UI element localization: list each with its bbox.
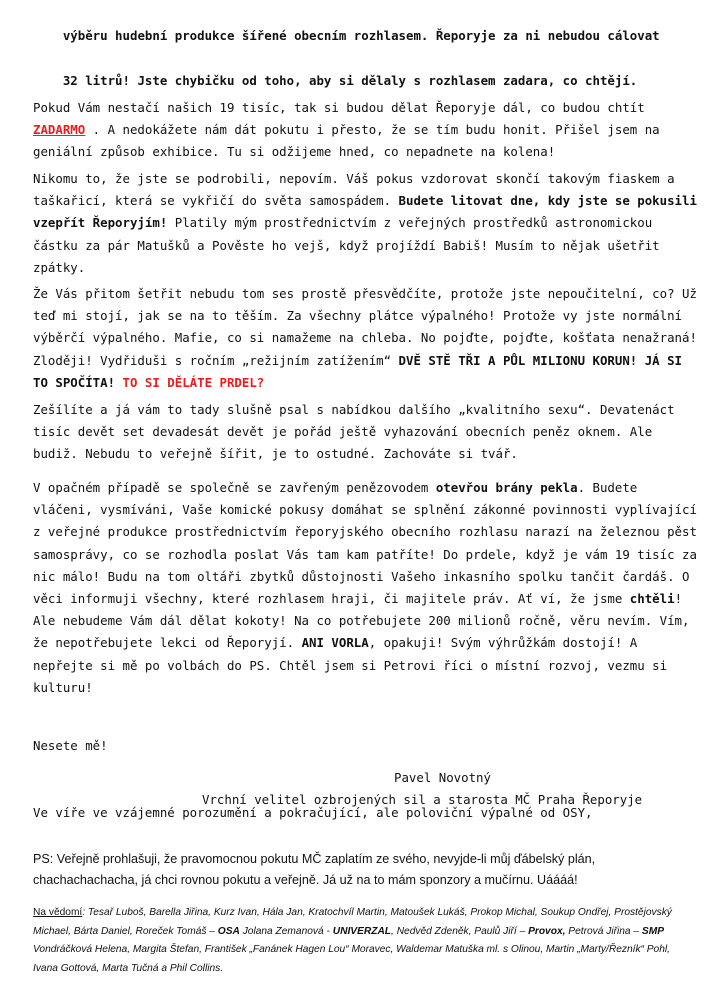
cc-text-b: Jolana Zemanová -: [239, 925, 333, 937]
closing-line-1: Nesete mě!: [33, 738, 108, 754]
closing-line-2: Ve víře ve vzájemné porozumění a pokračující, ale poloviční výpalné od OSY,: [33, 805, 593, 821]
paragraph-2-text-a: Nikomu to, že jste se podrobili, nepovím. Váš pokus vzdorovat skončí takovým fiaskem a taškařicí, která se vykřičí do světa samospádem.: [33, 171, 683, 209]
cc-label: Na vědomí: [33, 907, 83, 918]
paragraph-5-text-d: , opakuji! Svým výhrůžkám dostojí! A nepřejte si mě po volbách do PS. Chtěl jsem si Petrovi říci o místní rozvoj, vezmu si kulturu!: [33, 635, 675, 695]
paragraph-3-bold: DVĚ STĚ TŘI A PŮL MILIONU KORUN! JÁ SI TO SPOČÍTA!: [33, 352, 690, 390]
signature-name: Pavel Novotný: [394, 770, 491, 785]
cc-univerzal: UNIVERZAL: [332, 925, 392, 937]
intro-line-2: 32 litrů! Jste chybičku od toho, aby si dělaly s rozhlasem zadara, co chtějí.: [62, 72, 638, 88]
paragraph-2-bold: Budete litovat dne, kdy jste se pokusili vzepřít Řeporyjím!: [33, 193, 705, 231]
paragraph-2-text-b: Platily mým prostřednictvím z veřejných prostředků astronomickou částku za pár Matušků a Pověste ho vejš, když projíždí Babiš! Musím to nějak ušetřit zpátky.: [33, 215, 668, 275]
closing: [33, 691, 703, 869]
cc-text-a: : Tesař Luboš, Barella Jiřina, Kurz Ivan, Hála Jan, Kratochvíl Martin, Matoušek Lukáš, Prokop Michal, Soukup Ondřej, Prostějovský Michael, Bárta Daniel, Roreček Tomáš –: [33, 907, 672, 937]
paragraph-3: [33, 283, 703, 394]
cc-text-e: Vondráčková Helena, Margita Štefan, František „Fanánek Hagen Lou“ Moravec, Waldemar Matuška ml. s Olinou, Martin „Marty/Řezník“ Pohl, Ivana Gottová, Marta Tučná a Phil Collins.: [33, 944, 670, 974]
paragraph-5-text-c: ! Ale nebudeme Vám dál dělat kokoty! Na co potřebujete 200 milionů ročně, věru nevím. Vím, že nepotřebujete lekci od Řeporyjí.: [33, 591, 697, 651]
paragraph-5-bold-3: ANI VORLA: [301, 635, 369, 651]
postscript: PS: Veřejně prohlašuji, že pravomocnou pokutu MČ zaplatím ze svého, nevyjde-li můj ďábelský plán, chachachachacha, já chci rovnou pokutu a veřejně. Já už na to mám sponzory a mučírnu. Uáááá!: [33, 852, 596, 887]
cc-provox: Provox,: [528, 925, 566, 937]
cc-osa: OSA: [217, 925, 240, 937]
paragraph-3-text-a: Že Vás přitom šetřit nebudu tom ses prostě přesvědčíte, protože jste nepoučitelní, co? Už teď mi stojí, jak se na to těším. Za všechny plátce výpalného! Protože vy jste normální výběrčí výpalného. Mafie, co si namažeme na chleba. No pojďte, pojďte, košťata nenažraná! Zloději! Vydřiduši s ročním „režijním zatížením“: [33, 286, 705, 368]
cc-smp: SMP: [641, 925, 664, 937]
signature-title: Vrchní velitel ozbrojených sil a starosta MČ Praha Řeporyje: [202, 792, 643, 807]
paragraph-5-bold-1: otevřou brány pekla: [435, 480, 578, 495]
paragraph-5: [33, 477, 703, 699]
paragraph-3-red: TO SI DĚLÁTE PRDEL?: [115, 374, 265, 390]
intro-line-1: výběru hudební produkce šířené obecním rozhlasem. Řeporyje za ni nebudou cálovat: [62, 28, 660, 44]
zadarmo-highlight: ZADARMO: [33, 122, 86, 138]
paragraph-1-text-b: . A nedokážete nám dát pokutu i přesto, že se tím budu honit. Přišel jsem na geniální způsob exhibice. Tu si odžijeme hned, co nepadnete na kolena!: [33, 122, 668, 160]
paragraph-4: Zešílíte a já vám to tady slušně psal s nabídkou dalšího „kvalitního sexu“. Devatenáct tisíc devět set devadesát devět je pořád ještě vyhazování obecních peněz oknem. Ale budiž. Nebudu to veřejně šířit, je to ostudné. Zachováte si tvář.: [33, 402, 683, 462]
paragraph-5-text-b: . Budete vláčeni, vysmíváni, Vaše komické pokusy domáhat se splnění zákonné povinnosti vyplívající z veřejné produkce prostřednictvím řeporyjského obecního rozhlasu narazí na železnou pěst samosprávy, co se rozhodla poslat Vás tam kam patříte! Do prdele, když je vám 19 tisíc za nic málo! Budu na tom oltáři zbytků důstojnosti Vašeho inkasního spolku tančit čardáš. O věci informuji všechny, které rozhlasem hraji, či majitele práv. Ať ví, že jsme: [33, 480, 705, 607]
cc-text-c: , Nedvěd Zdeněk, Paulů Jiří –: [391, 925, 529, 937]
paragraph-2: [33, 168, 703, 279]
cc-text-d: Petrová Jiřina –: [565, 925, 642, 937]
cc-list: [33, 904, 693, 978]
paragraph-1-text-a: Pokud Vám nestačí našich 19 tisíc, tak si budou dělat Řeporyje dál, co budou chtít: [33, 100, 653, 115]
paragraph-5-bold-2: chtěli: [629, 591, 675, 607]
paragraph-5-text-a: V opačném případě se společně se zavřeným penězovodem: [33, 480, 436, 495]
paragraph-1: [33, 97, 703, 164]
